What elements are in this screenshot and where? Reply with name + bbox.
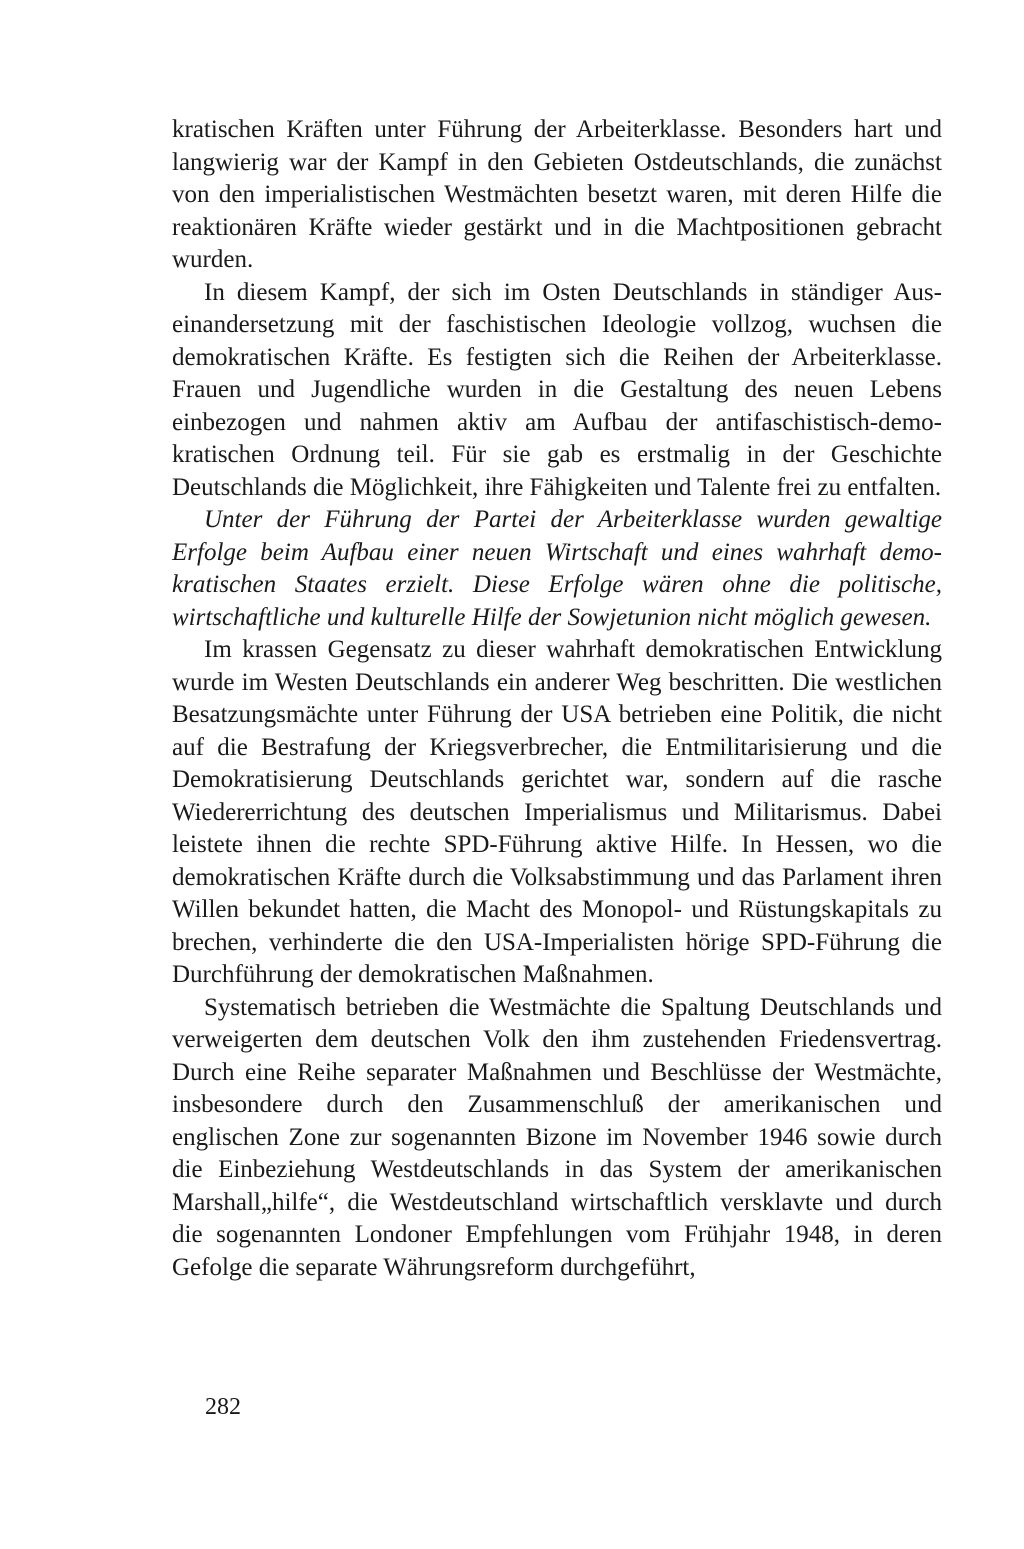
paragraph: In diesem Kampf, der sich im Osten Deutschlands in ständiger Auseinandersetzung mit der faschistischen Ideologie vollzog, wuchsen die demokratischen Kräfte. Es festigten sich die Reihen der Arbeiterklasse. Frauen und Jugendliche wurden in die Gestaltung des neuen Lebens einbezogen und nahmen aktiv am Aufbau der antifaschistisch-demokratischen Ordnung teil. Für sie gab es erstmalig in der Geschichte Deutschlands die Möglichkeit, ihre Fähigkeiten und Talente frei zu entfalten. [172, 278, 942, 501]
paragraph-continuation: kratischen Kräften unter Führung der Arbeiterklasse. Besonders hart und langwierig war der Kampf in den Gebieten Ostdeutschlands, die zunächst von den imperialistischen Westmächten besetzt waren, mit deren Hilfe die reaktionären Kräfte wieder gestärkt und in die Machtpositionen gebracht wurden. [172, 116, 942, 273]
paragraph: Im krassen Gegensatz zu dieser wahrhaft demokratischen Entwicklung wurde im Westen Deutschlands ein anderer Weg beschritten. Die westlichen Besatzungsmächte unter Führung der USA betrieben eine Politik, die nicht auf die Bestrafung der Kriegsverbrecher, die Entmilitarisierung und die Demokratisierung Deutschlands gerichtet war, sondern auf die rasche Wiedererrichtung des deutschen Imperialismus und Militarismus. Dabei leistete ihnen die rechte SPD-Führung aktive Hilfe. In Hessen, wo die demokratischen Kräfte durch die Volksabstimmung und das Parlament ihren Willen bekundet hatten, die Macht des Monopol- und Rüstungskapitals zu brechen, verhinderte die den USA-Imperialisten hörige SPD-Führung die Durchführung der demokratischen Maßnahmen. [172, 636, 942, 988]
body-text [172, 114, 942, 1284]
paragraph: Systematisch betrieben die Westmächte die Spaltung Deutschlands und verweigerten dem deutschen Volk den ihm zustehenden Friedensvertrag. Durch eine Reihe separater Maßnahmen und Beschlüsse der Westmächte, insbesondere durch den Zusammenschluß der amerikanischen und englischen Zone zur sogenannten Bizone im November 1946 sowie durch die Einbeziehung Westdeutschlands in das System der amerikanischen Marshall„hilfe“, die Westdeutschland wirtschaftlich versklavte und durch die sogenannten Londoner Empfehlungen vom Frühjahr 1948, in deren Gefolge die separate Währungsreform durchgeführt, [172, 993, 942, 1281]
paragraph-italic-emphasis: Unter der Führung der Partei der Arbeiterklasse wurden gewaltige Erfolge beim Aufbau einer neuen Wirtschaft und eines wahrhaft demokratischen Staates erzielt. Diese Erfolge wären ohne die politische, wirtschaftliche und kulturelle Hilfe der Sowjetunion nicht möglich gewesen. [172, 506, 942, 631]
page-number: 282 [205, 1394, 241, 1420]
